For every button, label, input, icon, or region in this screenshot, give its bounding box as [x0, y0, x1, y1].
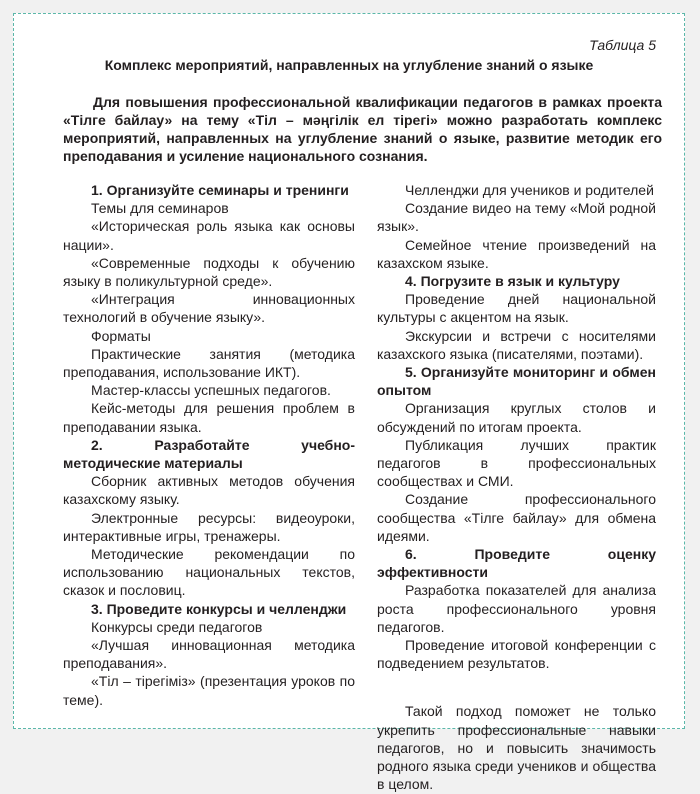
paragraph: Организация круглых столов и обсуждений по итогам проекта.: [377, 400, 656, 435]
paragraph: Электронные ресурсы: видеоуроки, интерактивные игры, тренажеры.: [63, 509, 355, 544]
paragraph: Мастер-классы успешных педагогов.: [91, 382, 331, 399]
paragraph: Методические рекомендации по использованию национальных текстов, сказок и пословиц.: [63, 546, 355, 599]
paragraph: Челленджи для учеников и родителей: [405, 182, 654, 198]
paragraph: Разработка показателей для анализа роста профессионального уровня педагогов.: [377, 582, 656, 635]
paragraph-gap: [377, 672, 656, 702]
section-heading: 4. Погрузите в язык и культуру: [405, 273, 620, 290]
intro-paragraph: Для повышения профессиональной квалификации педагогов в рамках проекта «Тілге байлау» на тему «Тіл – мәңгілік ел тірегі» можно разработать комплекс мероприятий, направленных на углубление знаний о языке, развитие методик его преподавания и усиление национального сознания.: [63, 94, 662, 164]
page-title: Комплекс мероприятий, направленных на углубление знаний о языке: [104, 57, 594, 73]
paragraph: Сборник активных методов обучения казахскому языку.: [63, 473, 355, 508]
section-heading: 6. Проведите оценку эффективности: [377, 546, 656, 581]
table-caption: Таблица 5: [589, 37, 656, 53]
paragraph: Конкурсы среди педагогов: [91, 618, 263, 635]
paragraph: Семейное чтение произведений на казахском языке.: [377, 236, 656, 271]
section-heading: 5. Организуйте мониторинг и обмен опытом: [377, 364, 656, 399]
paragraph: Проведение итоговой конференции с подведением результатов.: [377, 637, 656, 672]
section-heading: 3. Проведите конкурсы и челленджи: [91, 600, 347, 617]
paragraph: «Тіл – тірегіміз» (презентация уроков по теме).: [63, 673, 355, 708]
paragraph: «Современные подходы к обучению языку в поликультурной среде».: [63, 254, 355, 290]
paragraph: Проведение дней национальной культуры с акцентом на язык.: [377, 291, 656, 326]
table-frame: [13, 13, 685, 793]
paragraph: «Интеграция инновационных технологий в обучение языку».: [63, 291, 355, 326]
paragraph: Форматы: [91, 327, 151, 344]
paragraph: Темы для семинаров: [91, 200, 229, 217]
paragraph: Такой подход поможет не только укрепить профессиональные навыки педагогов, но и повысить значимость родного языка среди учеников и общества в целом.: [377, 703, 656, 793]
paragraph: Практические занятия (методика преподавания, использование ИКТ).: [63, 345, 355, 381]
paragraph: Публикация лучших практик педагогов в профессиональных сообществах и СМИ.: [377, 436, 656, 490]
paragraph: Кейс-методы для решения проблем в преподавании языка.: [63, 400, 355, 435]
left-column: [63, 181, 355, 709]
paragraph: Экскурсии и встречи с носителями казахского языка (писателями, поэтами).: [377, 327, 656, 362]
section-heading: 1. Организуйте семинары и тренинги: [91, 182, 349, 198]
right-column: [377, 181, 656, 794]
paragraph: Создание видео на тему «Мой родной язык».: [377, 200, 656, 235]
paragraph: «Историческая роль языка как основы нации».: [63, 218, 355, 253]
section-heading: 2. Разработайте учебно-методические материалы: [63, 436, 355, 472]
paragraph: Создание профессионального сообщества «Тілге байлау» для обмена идеями.: [377, 491, 656, 544]
paragraph: «Лучшая инновационная методика преподавания».: [63, 637, 355, 672]
